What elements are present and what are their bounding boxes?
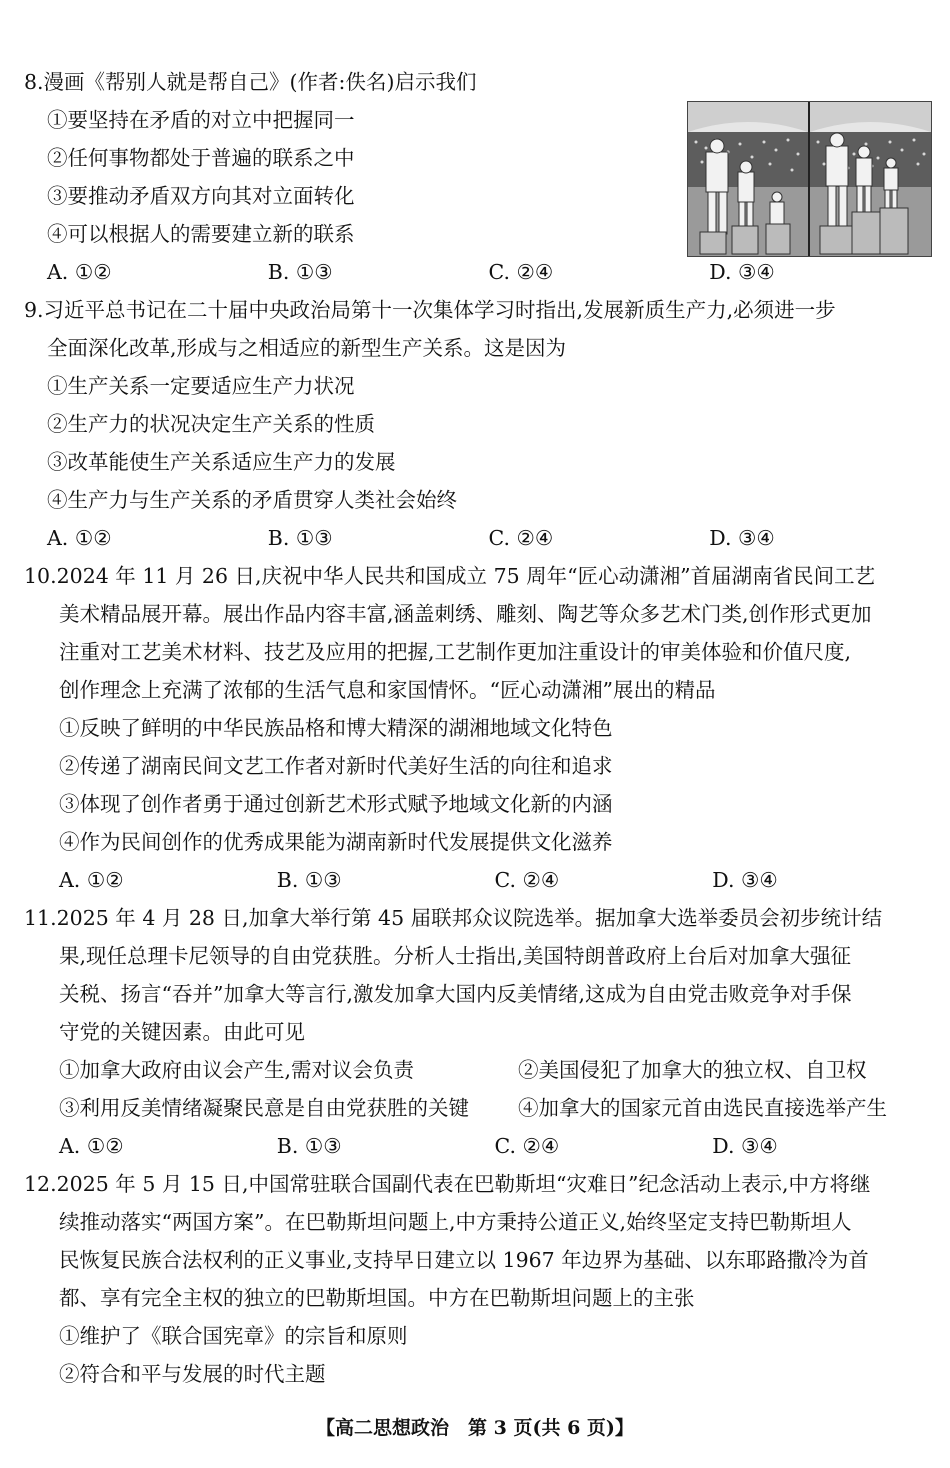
q12-item: ②符合和平与发展的时代主题 <box>59 1362 326 1386</box>
q12-number: 12. <box>24 1172 57 1196</box>
q8-item: ②任何事物都处于普遍的联系之中 <box>47 146 355 170</box>
q8-item: ④可以根据人的需要建立新的联系 <box>47 222 355 246</box>
option-d: D. ③④ <box>709 526 775 550</box>
q10-stem-line: 10.2024 年 11 月 26 日,庆祝中华人民共和国成立 75 周年“匠心动潇湘”首届湖南省民间工艺 <box>24 564 876 588</box>
q8-item: ③要推动矛盾双方向其对立面转化 <box>47 184 355 208</box>
q9-stem-line: 9.习近平总书记在二十届中央政治局第十一次集体学习时指出,发展新质生产力,必须进一步 <box>24 298 836 322</box>
q10-stem-line: 创作理念上充满了浓郁的生活气息和家国情怀。“匠心动潇湘”展出的精品 <box>59 678 716 702</box>
option-a: A. ①② <box>59 1134 124 1158</box>
q11-number: 11. <box>24 906 57 930</box>
question-9 <box>24 291 930 557</box>
q9-options <box>24 519 930 557</box>
q12-stem-line: 续推动落实“两国方案”。在巴勒斯坦问题上,中方秉持公道正义,始终坚定支持巴勒斯坦人 <box>59 1210 852 1234</box>
q10-item: ④作为民间创作的优秀成果能为湖南新时代发展提供文化滋养 <box>59 830 613 854</box>
q12-stem-line: 民恢复民族合法权利的正义事业,支持早日建立以 1967 年边界为基础、以东耶路撒冷为首 <box>59 1248 869 1272</box>
option-b: B. ①③ <box>267 526 333 550</box>
option-d: D. ③④ <box>709 260 775 284</box>
q10-item: ③体现了创作者勇于通过创新艺术形式赋予地域文化新的内涵 <box>59 792 613 816</box>
option-d: D. ③④ <box>712 1134 778 1158</box>
q11-stem-line: 11.2025 年 4 月 28 日,加拿大举行第 45 届联邦众议院选举。据加拿大选举委员会初步统计结 <box>24 906 883 930</box>
q12-stem-line: 都、享有完全主权的独立的巴勒斯坦国。中方在巴勒斯坦问题上的主张 <box>59 1286 695 1310</box>
q10-number: 10. <box>24 564 57 588</box>
question-11 <box>24 899 930 1165</box>
question-8 <box>24 63 930 291</box>
q9-item: ④生产力与生产关系的矛盾贯穿人类社会始终 <box>47 488 457 512</box>
q10-item: ②传递了湖南民间文艺工作者对新时代美好生活的向往和追求 <box>59 754 613 778</box>
option-c: C. ②④ <box>488 526 554 550</box>
q8-item: ①要坚持在矛盾的对立中把握同一 <box>47 108 355 132</box>
q9-stem-line: 全面深化改革,形成与之相适应的新型生产关系。这是因为 <box>47 336 567 360</box>
option-d: D. ③④ <box>712 868 778 892</box>
option-a: A. ①② <box>47 526 112 550</box>
exam-page <box>24 63 930 1393</box>
q11-stem-line: 果,现任总理卡尼领导的自由党获胜。分析人士指出,美国特朗普政府上台后对加拿大强征 <box>59 944 852 968</box>
page-footer <box>0 1414 950 1442</box>
q8-stem: 8.漫画《帮别人就是帮自己》(作者:佚名)启示我们 <box>24 70 477 94</box>
q12-item: ①维护了《联合国宪章》的宗旨和原则 <box>59 1324 408 1348</box>
q11-item: ④加拿大的国家元首由选民直接选举产生 <box>518 1096 887 1120</box>
q11-item: ①加拿大政府由议会产生,需对议会负责 <box>59 1058 415 1082</box>
q9-item: ②生产力的状况决定生产关系的性质 <box>47 412 375 436</box>
q12-stem-line: 12.2025 年 5 月 15 日,中国常驻联合国副代表在巴勒斯坦“灾难日”纪念活动上表示,中方将继 <box>24 1172 871 1196</box>
option-b: B. ①③ <box>276 1134 342 1158</box>
q10-item: ①反映了鲜明的中华民族品格和博大精深的湖湘地域文化特色 <box>59 716 613 740</box>
q11-stem-line: 守党的关键因素。由此可见 <box>59 1020 305 1044</box>
cartoon-image <box>687 101 932 257</box>
cartoon-illustration <box>688 102 931 256</box>
q11-item: ②美国侵犯了加拿大的独立权、自卫权 <box>518 1058 867 1082</box>
q9-item: ①生产关系一定要适应生产力状况 <box>47 374 355 398</box>
option-c: C. ②④ <box>494 1134 560 1158</box>
q8-options <box>24 253 930 291</box>
q11-options <box>24 1127 930 1165</box>
q11-items <box>24 1051 930 1127</box>
q9-item: ③改革能使生产关系适应生产力的发展 <box>47 450 396 474</box>
q10-stem-line: 美术精品展开幕。展出作品内容丰富,涵盖刺绣、雕刻、陶艺等众多艺术门类,创作形式更加 <box>59 602 872 626</box>
option-c: C. ②④ <box>488 260 554 284</box>
question-12 <box>24 1165 930 1393</box>
q10-options <box>24 861 930 899</box>
option-c: C. ②④ <box>494 868 560 892</box>
footer-text: 【高二思想政治 第 3 页(共 6 页)】 <box>316 1417 634 1439</box>
option-a: A. ①② <box>47 260 112 284</box>
option-a: A. ①② <box>59 868 124 892</box>
question-10 <box>24 557 930 899</box>
q10-stem-line: 注重对工艺美术材料、技艺及应用的把握,工艺制作更加注重设计的审美体验和价值尺度, <box>59 640 852 664</box>
q11-stem-line: 关税、扬言“吞并”加拿大等言行,激发加拿大国内反美情绪,这成为自由党击败竞争对手保 <box>59 982 852 1006</box>
option-b: B. ①③ <box>276 868 342 892</box>
q11-item: ③利用反美情绪凝聚民意是自由党获胜的关键 <box>59 1096 469 1120</box>
option-b: B. ①③ <box>267 260 333 284</box>
